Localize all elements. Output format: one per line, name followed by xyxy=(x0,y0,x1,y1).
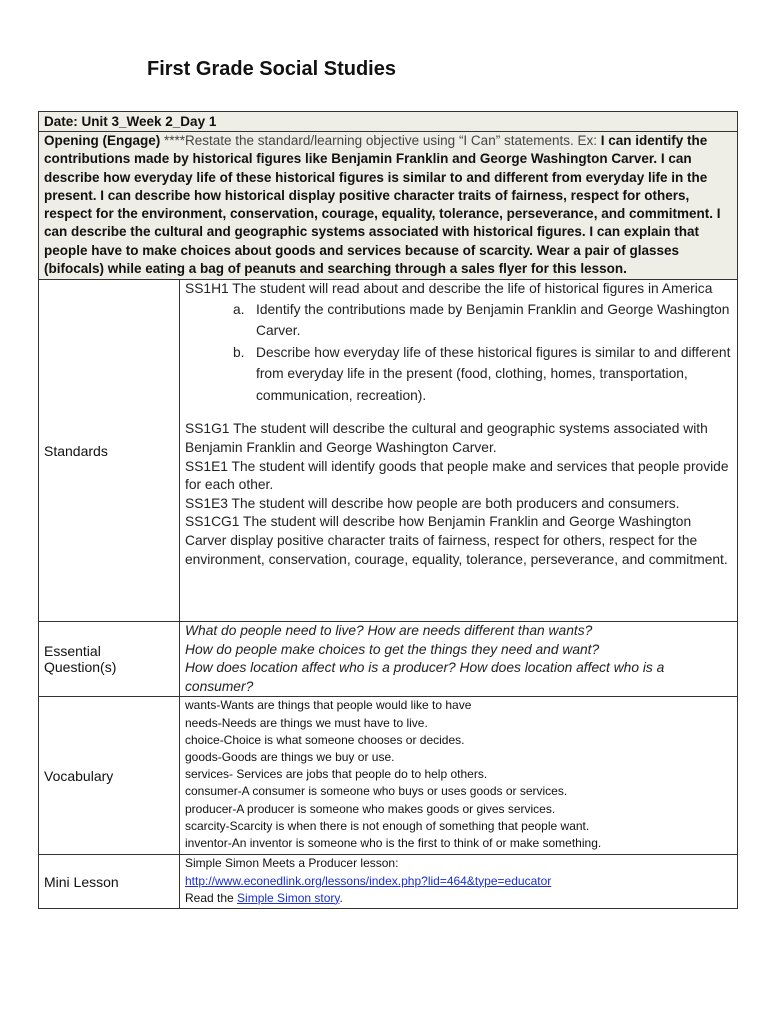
mini-lesson-label: Mini Lesson xyxy=(39,855,180,909)
vocab-item: consumer-A consumer is someone who buys or uses goods or services. xyxy=(185,784,568,799)
opening-body: I can identify the contributions made by historical figures like Benjamin Franklin and George Washington Carver. I can describe how everyday life of these historical figures is similar to and different from everyday life in the present. I can describe how historical display positive character traits of fairness, respect for others, respect for the environment, conservation, courage, equality, tolerance, perseverance, and commitment. I can describe the cultural and geographic systems associated with historical figures. I can explain that people have to make choices about goods and services because of scarcity. Wear a pair of glasses (bifocals) while eating a bag of peanuts and searching through a sales flyer for this lesson. xyxy=(44,133,721,277)
standards-label: Standards xyxy=(39,280,180,622)
opening-note: ****Restate the standard/learning objective using “I Can” statements. Ex: xyxy=(160,133,601,148)
standard-intro: SS1H1 The student will read about and describe the life of historical figures in America xyxy=(185,281,713,297)
standard-text: SS1G1 The student will describe the cultural and geographic systems associated with Benjamin Franklin and George Washington Carver. xyxy=(185,421,708,456)
question: How does location affect who is a producer? How does location affect who is a consumer? xyxy=(185,660,665,694)
vocab-item: needs-Needs are things we must have to live. xyxy=(185,715,428,730)
story-link[interactable]: Simple Simon story xyxy=(237,890,340,905)
page-title: First Grade Social Studies xyxy=(147,58,396,80)
list-marker: b. xyxy=(233,344,245,360)
standard-text: SS1E3 The student will describe how people are both producers and consumers. xyxy=(185,495,680,511)
mini-lesson-title: Simple Simon Meets a Producer lesson: xyxy=(185,856,399,871)
vocab-item: scarcity-Scarcity is when there is not enough of something that people want. xyxy=(185,818,590,833)
period: . xyxy=(339,890,343,905)
standard-list xyxy=(185,299,732,407)
vocabulary-cell xyxy=(180,697,738,855)
essential-cell xyxy=(180,622,738,697)
lesson-plan-table xyxy=(38,111,738,909)
standard-text: SS1CG1 The student will describe how Benjamin Franklin and George Washington Carver display positive character traits of fairness, respect for others, respect for the environment, conservation, courage, equality, tolerance, perseverance, and commitment. xyxy=(185,514,728,567)
read-text: Read the xyxy=(185,890,238,905)
standard-item-text: Describe how everyday life of these historical figures is similar to and different from everyday life in the present (food, clothing, homes, transportation, communication, recreation). xyxy=(256,344,731,403)
vocab-item: producer-A producer is someone who makes goods or gives services. xyxy=(185,801,556,816)
opening-row xyxy=(39,132,738,280)
standard-item-text: Identify the contributions made by Benjamin Franklin and George Washington Carver. xyxy=(256,301,730,339)
standard-text: SS1E1 The student will identify goods that people make and services that people provide for each other. xyxy=(185,458,729,493)
vocabulary-label: Vocabulary xyxy=(39,697,180,855)
question: What do people need to live? How are needs different than wants? xyxy=(185,623,593,639)
standard-item xyxy=(233,342,732,407)
question: How do people make choices to get the things they need and want? xyxy=(185,641,600,657)
vocab-item: choice-Choice is what someone chooses or decides. xyxy=(185,732,465,747)
list-marker: a. xyxy=(233,301,245,317)
opening-label: Opening (Engage) xyxy=(44,133,161,148)
vocab-item: goods-Goods are things we buy or use. xyxy=(185,749,395,764)
mini-lesson-cell xyxy=(180,855,738,909)
vocab-item: inventor-An inventor is someone who is the first to think of or make something. xyxy=(185,836,602,850)
vocab-item: services- Services are jobs that people do to help others. xyxy=(185,767,488,782)
lesson-link[interactable]: http://www.econedlink.org/lessons/index.php?lid=464&type=educator xyxy=(185,873,552,888)
date-row: Date: Unit 3_Week 2_Day 1 xyxy=(39,112,738,132)
standards-cell xyxy=(180,280,738,622)
vocab-item: wants-Wants are things that people would like to have xyxy=(185,698,472,713)
standard-item xyxy=(233,299,732,342)
essential-label: Essential Question(s) xyxy=(39,622,180,697)
